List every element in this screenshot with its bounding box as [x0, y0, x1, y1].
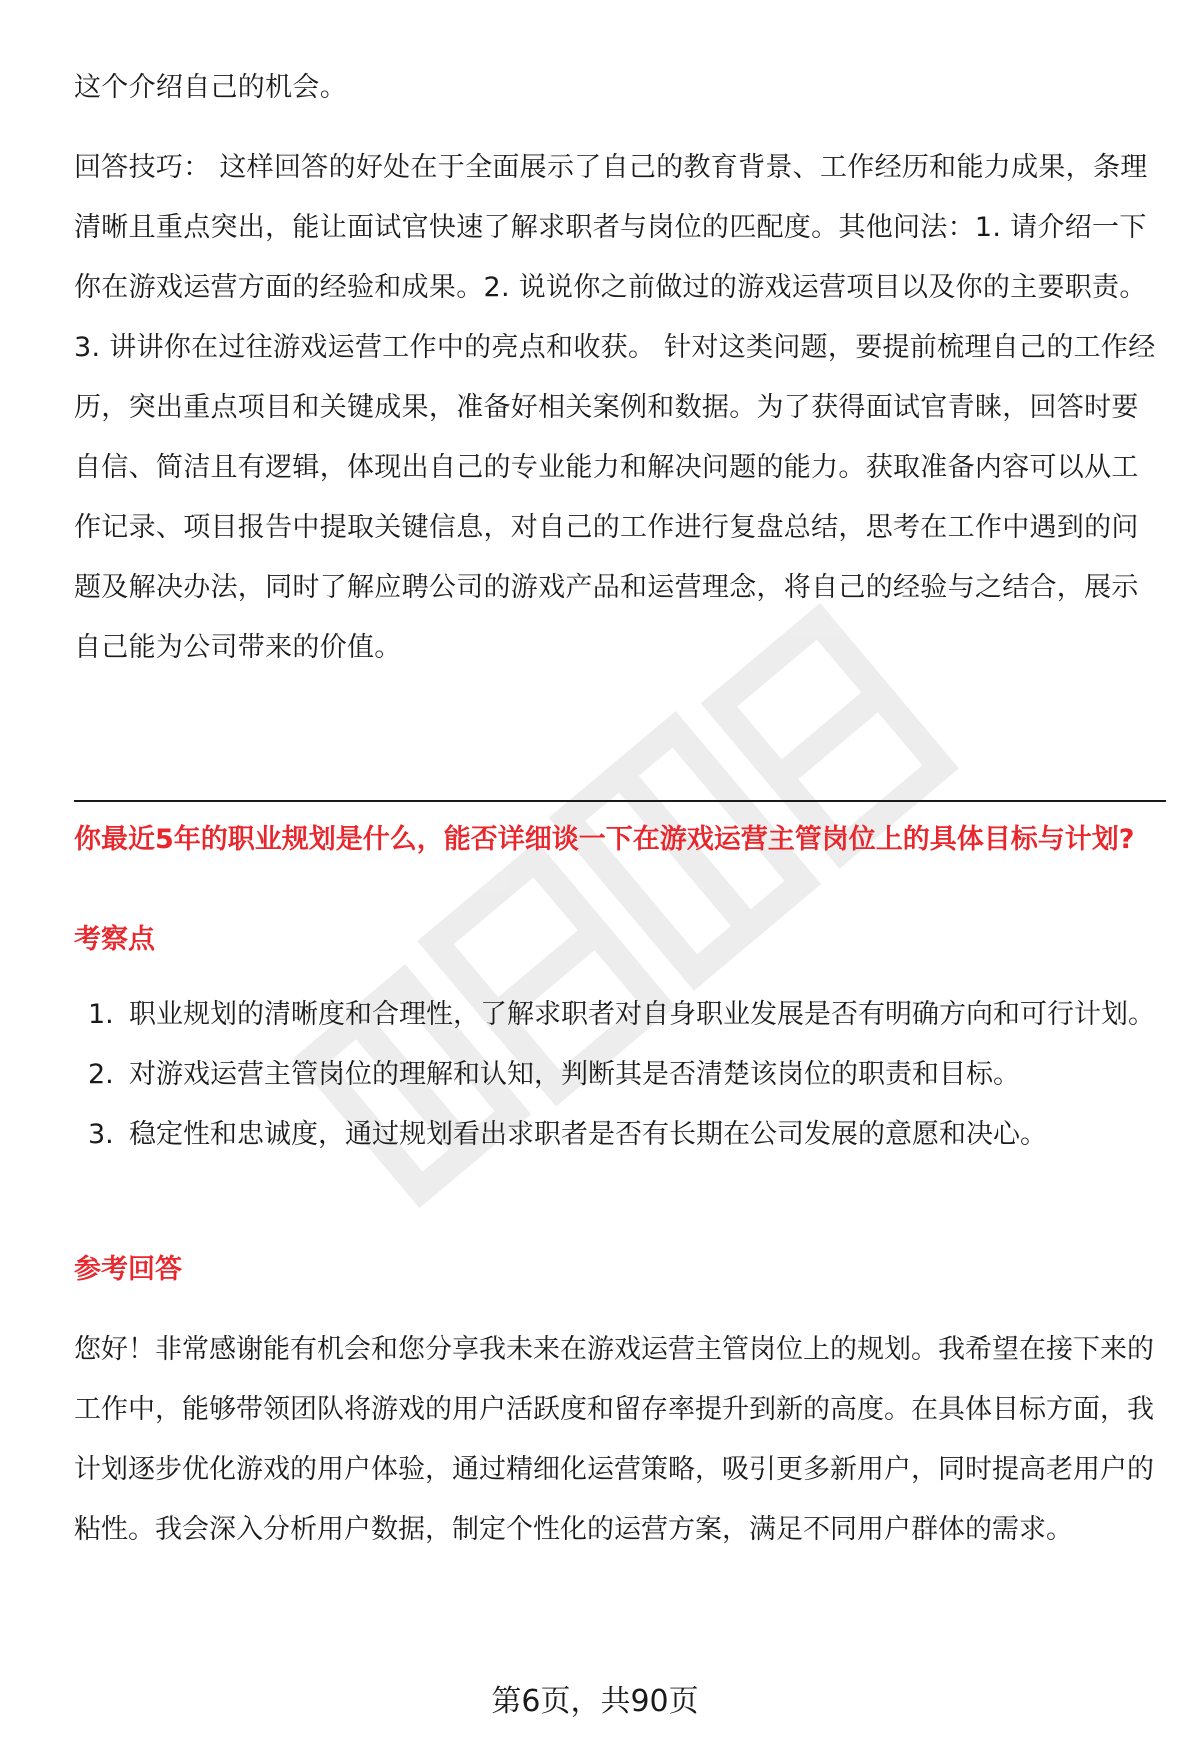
- reference-answer-paragraph: 您好！非常感谢能有机会和您分享我未来在游戏运营主管岗位上的规划。我希望在接下来的工作中，能够带领团队将游戏的用户活跃度和留存率提升到新的高度。在具体目标方面，我计划逐步优化游戏的用户体验，通过精细化运营策略，吸引更多新用户，同时提高老用户的粘性。我会深入分析用户数据，制定个性化的运营方案，满足不同用户群体的需求。: [74, 1334, 1154, 1545]
- list-item-text: 职业规划的清晰度和合理性，了解求职者对自身职业发展是否有明确方向和可行计划。: [129, 999, 1155, 1030]
- page-body: [74, 58, 1164, 678]
- list-item: [74, 985, 1166, 1045]
- list-item-number: 2.: [88, 1059, 114, 1090]
- list-item-number: 1.: [88, 999, 114, 1030]
- list-item-number: 3.: [88, 1119, 114, 1150]
- answer-tips-paragraph: 回答技巧： 这样回答的好处在于全面展示了自己的教育背景、工作经历和能力成果，条理清晰且重点突出，能让面试官快速了解求职者与岗位的匹配度。其他问法：1. 请介绍一下你在游戏运营方面的经验和成果。2. 说说你之前做过的游戏运营项目以及你的主要职责。3. 讲讲你在过往游戏运营工作中的亮点和收获。 针对这类问题，要提前梳理自己的工作经历，突出重点项目和关键成果，准备好相关案例和数据。为了获得面试官青睐，回答时要自信、简洁且有逻辑，体现出自己的专业能力和解决问题的能力。获取准备内容可以从工作记录、项目报告中提取关键信息，对自己的工作进行复盘总结，思考在工作中遇到的问题及解决办法，同时了解应聘公司的游戏产品和运营理念，将自己的经验与之结合，展示自己能为公司带来的价值。: [74, 152, 1156, 663]
- page-number: 第6页，共90页: [491, 1684, 699, 1719]
- focus-heading: 考察点: [74, 924, 155, 955]
- section-divider: [74, 800, 1166, 802]
- list-item: [74, 1105, 1166, 1165]
- focus-points-list: [74, 985, 1166, 1165]
- answer-heading: 参考回答: [74, 1254, 182, 1285]
- list-item: [74, 1045, 1166, 1105]
- list-item-text: 稳定性和忠诚度，通过规划看出求职者是否有长期在公司发展的意愿和决心。: [129, 1119, 1047, 1150]
- list-item-text: 对游戏运营主管岗位的理解和认知，判断其是否清楚该岗位的职责和目标。: [129, 1059, 1020, 1090]
- intro-tail-text: 这个介绍自己的机会。: [74, 72, 347, 103]
- question-title: 你最近5年的职业规划是什么，能否详细谈一下在游戏运营主管岗位上的具体目标与计划?: [74, 824, 1135, 855]
